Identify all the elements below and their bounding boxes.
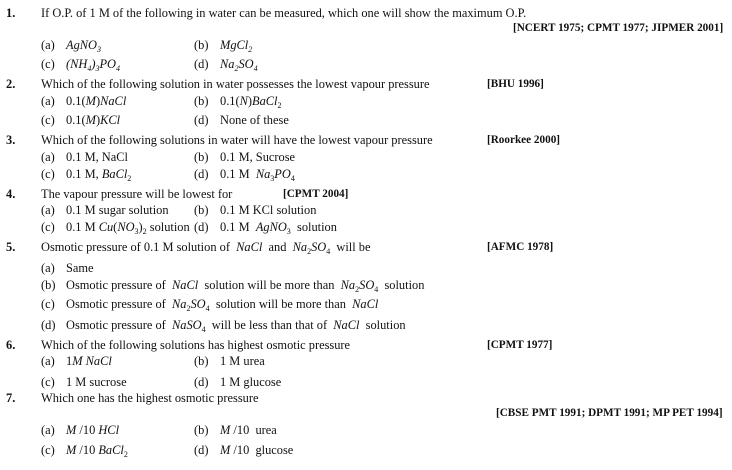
option-label: (a) — [41, 94, 55, 108]
question-number: 6. — [6, 338, 16, 352]
option-text: Osmotic pressure of NaSO$_4$ will be less than that of NaCl solution — [66, 318, 406, 334]
option-text: 1 M sucrose — [66, 375, 127, 389]
option-text: 0.1(M)NaCl — [66, 94, 127, 108]
option-text: M /10 urea — [220, 423, 277, 437]
question-number: 7. — [6, 391, 16, 405]
question-text: Which of the following solutions in water will have the lowest vapour pressure — [41, 133, 433, 147]
option-label: (c) — [41, 375, 55, 389]
option-label: (c) — [41, 220, 55, 234]
question-text: If O.P. of 1 M of the following in water can be measured, which one will show the maximum O.P. — [41, 6, 527, 20]
question-text: Osmotic pressure of 0.1 M solution of NaCl and $Na_2SO_4$ will be — [41, 240, 371, 256]
option-text: 0.1 M, BaCl$_2$ — [66, 167, 132, 183]
option-label: (b) — [194, 203, 209, 217]
option-text: 0.1 M sugar solution — [66, 203, 169, 217]
question-text: Which one has the highest osmotic pressure — [41, 391, 259, 405]
option-text: None of these — [220, 113, 289, 127]
option-text: AgNO$_3$ — [66, 38, 101, 54]
question-number: 1. — [6, 6, 16, 20]
question-number: 4. — [6, 187, 16, 201]
option-label: (b) — [194, 423, 209, 437]
option-label: (b) — [194, 354, 209, 368]
option-label: (a) — [41, 150, 55, 164]
option-label: (c) — [41, 167, 55, 181]
option-label: (b) — [41, 278, 56, 292]
option-text: M /10 BaCl$_2$ — [66, 443, 128, 459]
option-text: 1 M urea — [220, 354, 265, 368]
option-text: M /10 glucose — [220, 443, 294, 457]
question-text: Which of the following solutions has highest osmotic pressure — [41, 338, 351, 352]
option-text: MgCl$_2$ — [220, 38, 253, 54]
question-source: [BHU 1996] — [487, 78, 544, 90]
option-text: $(NH_4)_3PO_4$ — [66, 57, 121, 73]
option-text: 0.1 M AgNO$_3$ solution — [220, 220, 337, 236]
option-text: 0.1(M)KCl — [66, 113, 121, 127]
question-text: The vapour pressure will be lowest for — [41, 187, 233, 201]
option-label: (a) — [41, 261, 55, 275]
question-source: [NCERT 1975; CPMT 1977; JIPMER 2001] — [513, 22, 724, 34]
option-text: 0.1 M, NaCl — [66, 150, 128, 164]
question-number: 2. — [6, 77, 16, 91]
option-label: (d) — [194, 57, 209, 71]
question-number: 5. — [6, 240, 16, 254]
question-source: [CPMT 1977] — [487, 339, 553, 351]
option-text: 1 M glucose — [220, 375, 282, 389]
option-text: 0.1 M $Na_3PO_4$ — [220, 167, 295, 183]
option-text: 0.1 M $Cu(NO_3)_2$ solution — [66, 220, 190, 236]
option-text: M /10 HCl — [66, 423, 120, 437]
option-text: 1M NaCl — [66, 354, 112, 368]
option-label: (a) — [41, 354, 55, 368]
option-label: (d) — [194, 167, 209, 181]
option-label: (b) — [194, 150, 209, 164]
option-text: 0.1(N)BaCl$_2$ — [220, 94, 282, 110]
option-label: (d) — [194, 113, 209, 127]
question-source: [Roorkee 2000] — [487, 134, 561, 146]
option-text: Osmotic pressure of NaCl solution will be more than $Na_2SO_4$ solution — [66, 278, 425, 294]
option-label: (d) — [194, 220, 209, 234]
option-label: (a) — [41, 423, 55, 437]
question-number: 3. — [6, 133, 16, 147]
question-source: [CPMT 2004] — [283, 188, 349, 200]
option-text: $Na_2SO_4$ — [220, 57, 258, 73]
question-text: Which of the following solution in water possesses the lowest vapour pressure — [41, 77, 430, 91]
option-label: (d) — [194, 443, 209, 457]
option-label: (c) — [41, 297, 55, 311]
option-label: (c) — [41, 113, 55, 127]
option-text: Osmotic pressure of $Na_2SO_4$ solution will be more than NaCl — [66, 297, 379, 313]
question-source: [AFMC 1978] — [487, 241, 554, 253]
option-label: (c) — [41, 57, 55, 71]
option-label: (c) — [41, 443, 55, 457]
option-label: (d) — [41, 318, 56, 332]
option-text: 0.1 M, Sucrose — [220, 150, 296, 164]
option-text: Same — [66, 261, 94, 275]
option-label: (d) — [194, 375, 209, 389]
option-text: 0.1 M KCl solution — [220, 203, 317, 217]
option-label: (a) — [41, 38, 55, 52]
question-source: [CBSE PMT 1991; DPMT 1991; MP PET 1994] — [496, 407, 723, 419]
option-label: (b) — [194, 94, 209, 108]
option-label: (a) — [41, 203, 55, 217]
option-label: (b) — [194, 38, 209, 52]
